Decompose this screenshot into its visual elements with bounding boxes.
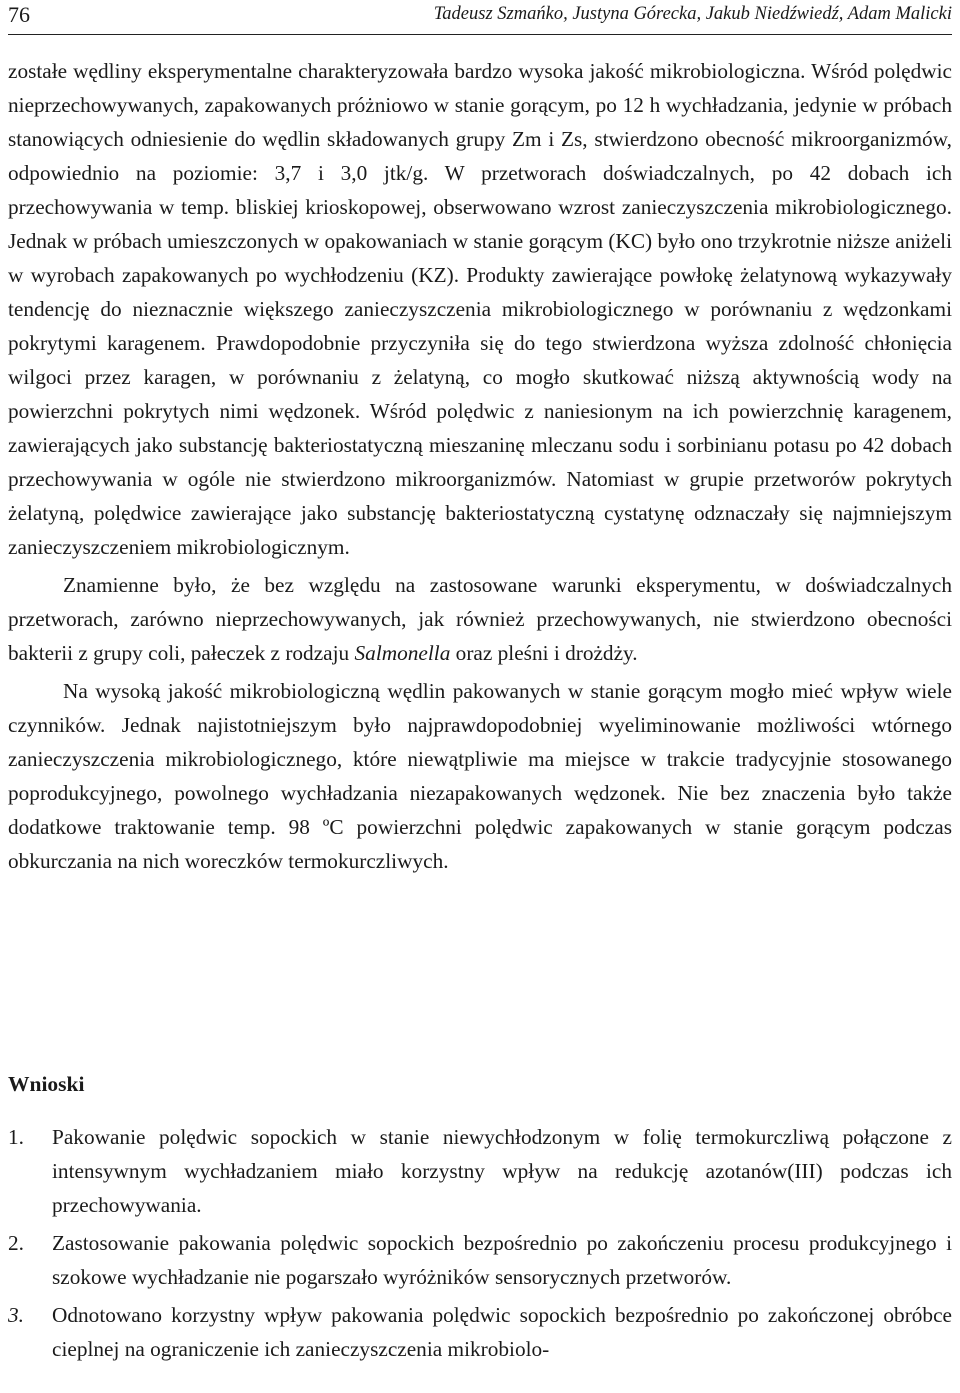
conclusions-list [8, 1120, 952, 1366]
conclusion-number: 2. [8, 1231, 24, 1255]
page-header [8, 0, 952, 35]
paragraph-salmonella [8, 568, 952, 670]
paragraph-text: Znamienne było, że bez względu na zastosowane warunki eksperymentu, w doświadczalnych przetworach, zarówno nieprzechowywanych, jak również przechowywanych, nie stwierdzono obecności bakterii z grupy coli, pałeczek z rodzaju [8, 573, 952, 665]
conclusion-text: Pakowanie polędwic sopockich w stanie niewychłodzonym w folię termokurczliwą połączone z intensywnym wychładzaniem miało korzystny wpływ na redukcję azotanów(III) podczas ich przechowywania. [52, 1125, 952, 1217]
paragraph-text: oraz pleśni i drożdży. [450, 641, 638, 665]
section-heading-conclusions: Wnioski [8, 1072, 85, 1096]
page-number: 76 [8, 2, 30, 27]
conclusion-text: Zastosowanie pakowania polędwic sopockich bezpośrednio po zakończeniu procesu produkcyjnego i szokowe wychładzanie nie pogarszało wyróżników sensorycznych przetworów. [52, 1231, 952, 1289]
conclusion-number: 1. [8, 1125, 24, 1149]
conclusion-item [8, 1226, 952, 1294]
running-head-authors: Tadeusz Szmańko, Justyna Górecka, Jakub Niedźwiedź, Adam Malicki [433, 4, 952, 24]
conclusion-item [8, 1298, 952, 1366]
paragraph-continued: zostałe wędliny eksperymentalne charakteryzowała bardzo wysoka jakość mikrobiologiczna. Wśród polędwic nieprzechowywanych, zapakowanych próżniowo w stanie gorącym, po 12 h wychładzania, jedynie w próbach stanowiących odniesienie do wędlin składowanych grupy Zm i Zs, stwierdzono obecność mikroorganizmów, odpowiednio na poziomie: 3,7 i 3,0 jtk/g. W przetworach doświadczalnych, po 42 dobach ich przechowywania w temp. bliskiej krioskopowej, obserwowano wzrost zanieczyszczenia mikrobiologicznego. Jednak w próbach umieszczonych w opakowaniach w stanie gorącym (KC) było ono trzykrotnie niższe aniżeli w wyrobach zapakowanych po wychłodzeniu (KZ). Produkty zawierające powłokę żelatynową wykazywały tendencję do nieznacznie większego zanieczyszczenia mikrobiologicznego w porównaniu z wędzonkami pokrytymi karagenem. Prawdopodobnie przyczyniła się do tego stwierdzona wyższa zdolność chłonięcia wilgoci przez karagen, w porównaniu z żelatyną, co mogło skutkować niższą aktywnością wody na powierzchni pokrytych nimi wędzonek. Wśród polędwic z naniesionym na ich powierzchnię karagenem, zawierających jako substancję bakteriostatyczną mieszaninę mleczanu sodu i sorbinianu potasu po 42 dobach przechowywania w ogóle nie stwierdzono mikroorganizmów. Natomiast w grupie przetworów pokrytych żelatyną, polędwice zawierające jako substancję bakteriostatyczną cystatynę odznaczały się najmniejszym zanieczyszczeniem mikrobiologicznym. [8, 59, 952, 559]
body-text [8, 54, 952, 878]
paragraph-factors: Na wysoką jakość mikrobiologiczną wędlin pakowanych w stanie gorącym mogło mieć wpływ wiele czynników. Jednak najistotniejszym było najprawdopodobniej wyeliminowanie możliwości wtórnego zanieczyszczenia mikrobiologicznego, które niewątpliwie ma miejsce w trakcie tradycyjnie stosowanego poprodukcyjnego, powolnego wychładzania niezapakowanych wędzonek. Nie bez znaczenia było także dodatkowe traktowanie temp. 98 ºC powierzchni polędwic zapakowanych w stanie gorącym podczas obkurczania na nich woreczków termokurczliwych. [8, 679, 952, 873]
conclusion-text: Odnotowano korzystny wpływ pakowania polędwic sopockich bezpośrednio po zakończonej obróbce cieplnej na ograniczenie ich zanieczyszczenia mikrobiolo- [52, 1303, 952, 1361]
conclusion-number: 3. [8, 1303, 24, 1327]
conclusion-item [8, 1120, 952, 1222]
italic-genus-name: Salmonella [354, 641, 451, 665]
